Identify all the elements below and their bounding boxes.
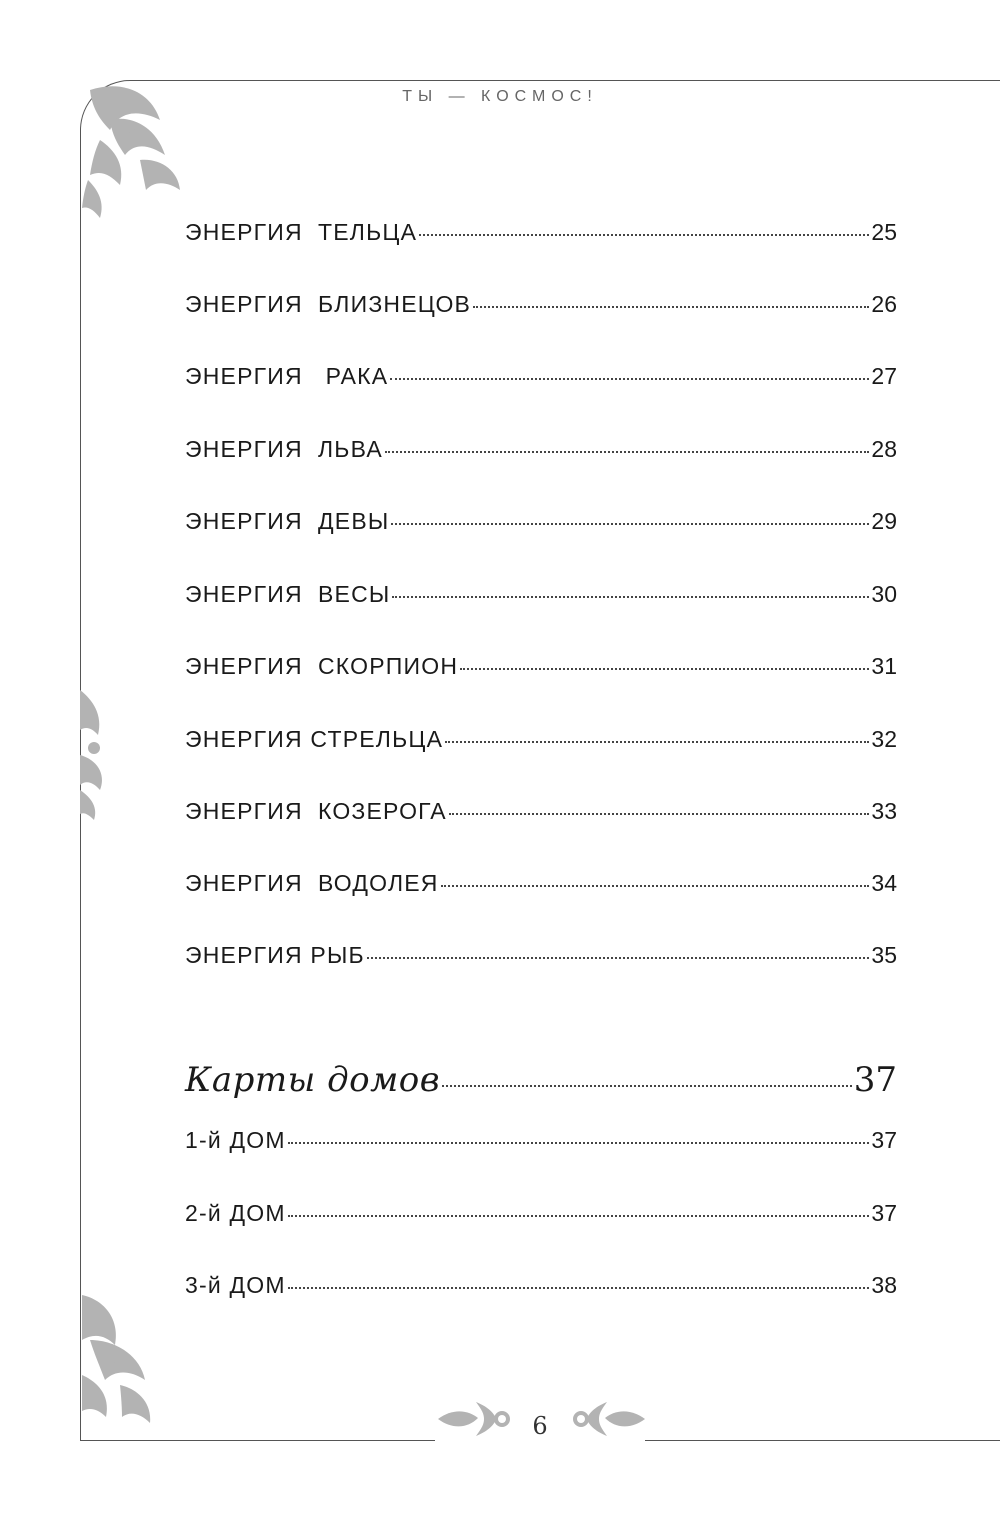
toc-entry-page: 35 <box>871 942 897 968</box>
toc-entry-page: 27 <box>871 363 897 389</box>
toc-entry-label: ЭНЕРГИЯ ВЕСЫ <box>185 581 391 607</box>
dot-leader <box>445 741 869 743</box>
toc-entry-label: ЭНЕРГИЯ СКОРПИОН <box>185 653 459 679</box>
toc-entry-page: 31 <box>871 653 897 679</box>
bottom-rule-left <box>80 1440 435 1441</box>
toc-entry-page: 30 <box>871 581 897 607</box>
dot-leader <box>442 1085 852 1087</box>
toc-entry-page: 37 <box>871 1127 897 1153</box>
dot-leader <box>385 451 870 453</box>
toc-section-page: 37 <box>853 1060 897 1100</box>
toc-entry[interactable] <box>185 363 897 390</box>
toc-entry[interactable] <box>185 1272 897 1299</box>
toc-entry-page: 34 <box>871 870 897 896</box>
dot-leader <box>419 234 869 236</box>
page-number-right-flourish <box>565 1398 645 1440</box>
dot-leader <box>473 306 869 308</box>
toc-entry-label: ЭНЕРГИЯ ВОДОЛЕЯ <box>185 870 439 896</box>
toc-entry[interactable] <box>185 1200 897 1227</box>
toc-entry-label: ЭНЕРГИЯ ДЕВЫ <box>185 508 390 534</box>
toc-entry-page: 38 <box>871 1272 897 1298</box>
dot-leader <box>441 885 870 887</box>
dot-leader <box>460 668 869 670</box>
toc-entry[interactable] <box>185 798 897 825</box>
toc-entry-page: 33 <box>871 798 897 824</box>
toc-entry[interactable] <box>185 870 897 897</box>
page-frame <box>80 80 1000 1441</box>
dot-leader <box>367 957 870 959</box>
toc-entry[interactable] <box>185 581 897 608</box>
toc-entry-page: 32 <box>871 726 897 752</box>
toc-entry[interactable] <box>185 653 897 680</box>
page-number: 6 <box>532 1412 548 1440</box>
dot-leader <box>391 523 869 525</box>
toc-entry[interactable] <box>185 726 897 753</box>
toc-entry[interactable] <box>185 436 897 463</box>
toc-entry-page: 28 <box>871 436 897 462</box>
toc-entry-label: 1-й ДОМ <box>185 1127 286 1153</box>
toc-entry-label: 3-й ДОМ <box>185 1272 286 1298</box>
toc-entry[interactable] <box>185 1127 897 1154</box>
toc-entry-label: ЭНЕРГИЯ КОЗЕРОГА <box>185 798 447 824</box>
bottom-rule-right <box>645 1440 1000 1441</box>
toc-entry-label: ЭНЕРГИЯ СТРЕЛЬЦА <box>185 726 444 752</box>
toc-entry-label: ЭНЕРГИЯ ЛЬВА <box>185 436 383 462</box>
dot-leader <box>449 813 870 815</box>
dot-leader <box>390 378 869 380</box>
toc-entry-page: 29 <box>871 508 897 534</box>
toc-entry-page: 26 <box>871 291 897 317</box>
page-number-left-flourish <box>438 1398 518 1440</box>
toc-entry[interactable] <box>185 291 897 318</box>
dot-leader <box>288 1142 870 1144</box>
toc-entry[interactable] <box>185 508 897 535</box>
running-head: ТЫ — КОСМОС! <box>402 88 598 105</box>
toc-entry-label: ЭНЕРГИЯ РЫБ <box>185 942 365 968</box>
toc-entry[interactable] <box>185 219 897 246</box>
toc-entry-label: 2-й ДОМ <box>185 1200 286 1226</box>
toc-entry-page: 37 <box>871 1200 897 1226</box>
toc-entry-label: ЭНЕРГИЯ БЛИЗНЕЦОВ <box>185 291 472 317</box>
toc-entry[interactable] <box>185 942 897 969</box>
toc-section-heading[interactable] <box>185 1060 897 1100</box>
dot-leader <box>392 596 869 598</box>
side-flourish-ornament <box>78 690 108 820</box>
bottom-corner-flourish-ornament <box>80 1285 170 1425</box>
toc-section-label: Карты домов <box>185 1060 441 1100</box>
toc-entry-label: ЭНЕРГИЯ ТЕЛЬЦА <box>185 219 418 245</box>
dot-leader <box>288 1215 870 1217</box>
toc-entry-label: ЭНЕРГИЯ РАКА <box>185 363 389 389</box>
dot-leader <box>288 1287 870 1289</box>
toc-entry-page: 25 <box>871 219 897 245</box>
